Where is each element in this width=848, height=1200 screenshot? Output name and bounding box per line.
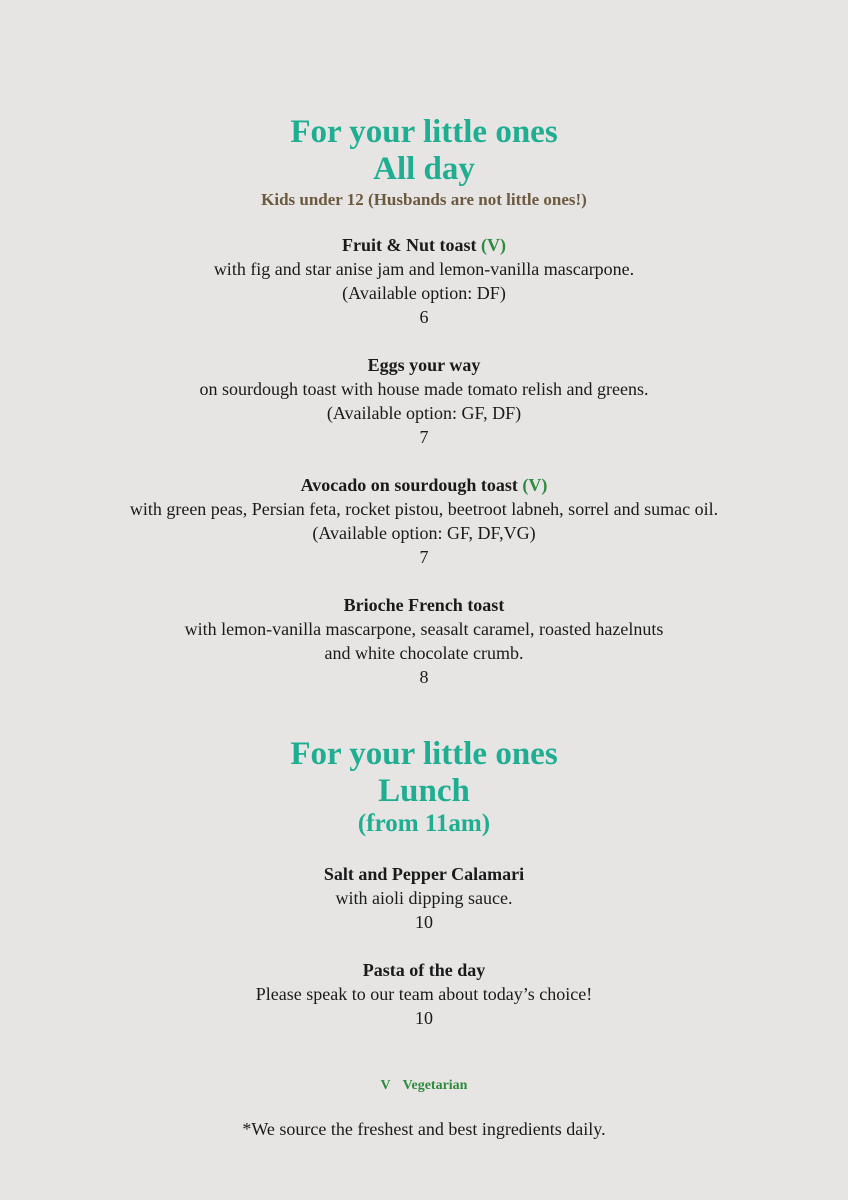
item-description: with lemon-vanilla mascarpone, seasalt caramel, roasted hazelnuts (184, 619, 664, 639)
section-title: For your little ones (290, 114, 558, 150)
item-description: with green peas, Persian feta, rocket pistou, beetroot labneh, sorrel and sumac oil. (129, 499, 719, 519)
item-description-continued: and white chocolate crumb. (324, 643, 524, 663)
item-price: 8 (419, 667, 429, 687)
legend (0, 1076, 848, 1096)
item-option: (Available option: GF, DF) (326, 403, 522, 423)
legend-symbol: V (380, 1078, 391, 1093)
item-name: Eggs your way (367, 355, 481, 375)
section-subtitle: Lunch (378, 773, 470, 809)
footer-note: *We source the freshest and best ingredients daily. (242, 1119, 606, 1139)
section-time: (from 11am) (357, 810, 491, 837)
item-description: Please speak to our team about today’s choice! (255, 984, 593, 1004)
section-title: For your little ones (290, 736, 558, 772)
item-price: 7 (419, 427, 429, 447)
vegetarian-tag: (V) (522, 475, 548, 495)
item-description: with fig and star anise jam and lemon-vanilla mascarpone. (213, 259, 635, 279)
item-name: Avocado on sourdough toast (300, 475, 518, 495)
item-description: on sourdough toast with house made tomato relish and greens. (199, 379, 649, 399)
menu-item (0, 593, 848, 689)
menu-item (0, 958, 848, 1030)
item-price: 10 (415, 912, 433, 932)
item-name: Salt and Pepper Calamari (323, 864, 525, 884)
section-lunch-header (0, 736, 848, 838)
vegetarian-tag: (V) (480, 235, 506, 255)
menu-item (0, 473, 848, 569)
menu-item (0, 233, 848, 329)
kids-note: Kids under 12 (Husbands are not little ones!) (261, 190, 587, 209)
item-price: 7 (419, 547, 429, 567)
section-all-day-header (0, 114, 848, 212)
section-subtitle: All day (373, 151, 475, 187)
item-option: (Available option: GF, DF,VG) (312, 523, 536, 543)
item-price: 10 (415, 1008, 433, 1028)
item-option: (Available option: DF) (342, 283, 506, 303)
menu-item (0, 862, 848, 934)
legend-label: Vegetarian (402, 1078, 468, 1093)
item-name: Brioche French toast (343, 595, 505, 615)
item-price: 6 (419, 307, 429, 327)
item-name: Fruit & Nut toast (342, 235, 477, 255)
item-description: with aioli dipping sauce. (335, 888, 513, 908)
item-name: Pasta of the day (362, 960, 486, 980)
menu-item (0, 353, 848, 449)
